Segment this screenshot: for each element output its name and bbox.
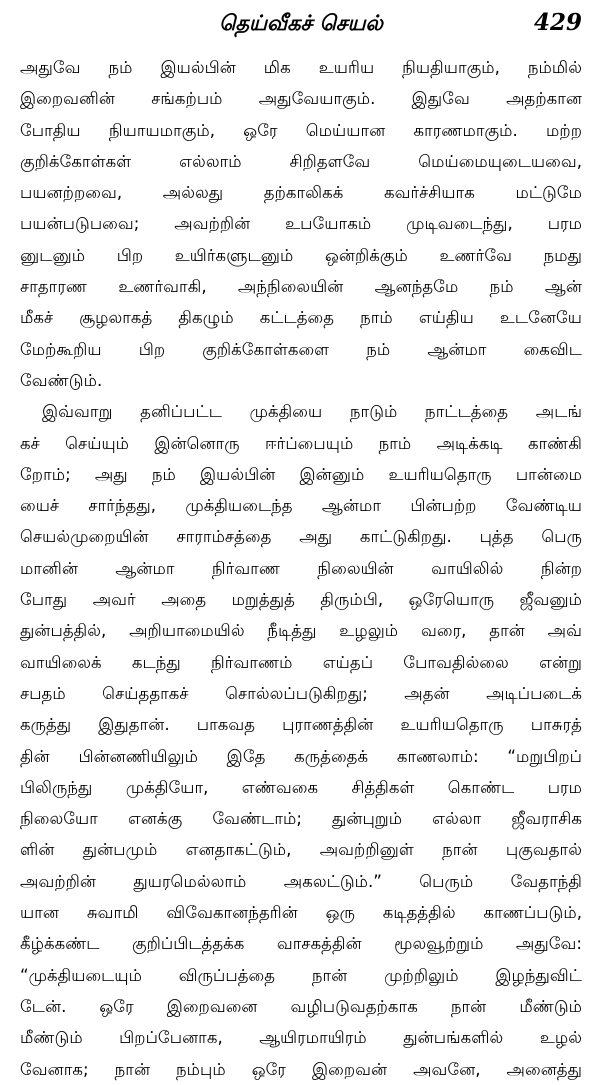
text-line: சாதாரண உணர்வாகி, அந்நிலையின் ஆனந்தமே நம் ஆன் (20, 277, 582, 297)
text-line: அதுவே நம் இயல்பின் மிக உயரிய நியதியாகும், நம்மில் (20, 58, 582, 77)
text-line: குறிக்கோள்கள் எல்லாம் சிறிதளவே மெய்மையுடையவை, (20, 151, 582, 171)
text-line: மேற்கூறிய பிற குறிக்கோள்களை நம் ஆன்மா கைவிட (20, 339, 582, 359)
text-line: மீண்டும் பிறப்பேனாக, ஆயிரமாயிரம் துன்பங்களில் உழல் (20, 1028, 582, 1048)
body-text (20, 52, 582, 1085)
text-line: செயல்முறையின் சாராம்சத்தை அது காட்டுகிறது. புத்த பெரு (20, 527, 582, 547)
text-line: கீழ்க்கண்ட குறிப்பிடத்தக்க வாசகத்தின் மூலவூற்றும் அதுவே: (20, 934, 582, 954)
text-line: தின் பின்னணியிலும் இதே கருத்தைக் காணலாம்: “மறுபிறப் (20, 746, 582, 766)
text-line: “முக்தியடையும் விருப்பத்தை நான் முற்றிலும் இழந்துவிட் (20, 965, 582, 985)
text-line: அவற்றின் துயரமெல்லாம் அகலட்டும்.” பெரும் வேதாந்தி (20, 871, 582, 891)
text-line: போது அவர் அதை மறுத்துத் திரும்பி, ஒரேயொரு ஜீவனும் (20, 590, 582, 610)
text-line: மானின் ஆன்மா நிர்வாண நிலையின் வாயிலில் நின்ற (20, 558, 582, 578)
paragraph-start-line: இவ்வாறு தனிப்பட்ட முக்தியை நாடும் நாட்டத்தை அடங் (42, 402, 582, 422)
text-line: வாயிலைக் கடந்து நிர்வாணம் எய்தப் போவதில்லை என்று (20, 652, 582, 672)
text-line: ளின் துன்பமும் எனதாகட்டும், அவற்றினுள் நான் புகுவதால் (20, 840, 582, 860)
text-line: துன்பத்தில், அறியாமையில் நீடித்து உழலும் வரை, தான் அவ் (20, 621, 582, 641)
text-line: நிலையோ எனக்கு வேண்டாம்; துன்புறும் எல்லா ஜீவராசிக (20, 809, 582, 829)
text-line: கச் செய்யும் இன்னொரு ஈர்ப்பையும் நாம் அடிக்கடி காண்கி (20, 433, 582, 453)
page-number: 429 (533, 9, 582, 36)
text-line: னுடனும் பிற உயிர்களுடனும் ஒன்றிக்கும் உணர்வே நமது (20, 245, 582, 265)
text-line: வேனாக; நான் நம்பும் ஒரே இறைவன் அவனே, அனைத்து (20, 1059, 582, 1079)
running-title: தெய்வீகச் செயல் (219, 11, 383, 35)
text-line: கருத்து இதுதான். பாகவத புராணத்தின் உயரியதொரு பாசுரத் (20, 715, 582, 735)
text-line: போதிய நியாயமாகும், ஒரே மெய்யான காரணமாகும். மற்ற (20, 120, 582, 140)
text-line: யான சுவாமி விவேகானந்தரின் ஒரு கடிதத்தில் காணப்படும், (20, 903, 582, 923)
text-line: றோம்; அது நம் இயல்பின் இன்னும் உயரியதொரு பான்மை (20, 464, 582, 484)
text-line: யைச் சார்ந்தது, முக்தியடைந்த ஆன்மா பின்பற்ற வேண்டிய (20, 496, 582, 516)
text-line: பயன்படுபவை; அவற்றின் உபயோகம் முடிவடைந்து, பரம (20, 214, 582, 234)
text-line: இறைவனின் சங்கற்பம் அதுவேயாகும். இதுவே அதற்கான (20, 89, 582, 109)
page-header (20, 8, 582, 44)
text-line: மீகச் சூழலாகத் திகழும் கட்டத்தை நாம் எய்திய உடனேயே (20, 308, 582, 328)
text-line: டேன். ஒரே இறைவனை வழிபடுவதற்காக நான் மீண்டும் (20, 996, 582, 1016)
text-line: வேண்டும். (20, 370, 103, 390)
text-line: பயனற்றவை, அல்லது தற்காலிகக் கவர்ச்சியாக மட்டுமே (20, 183, 582, 203)
text-line: பிலிருந்து முக்தியோ, எண்வகை சித்திகள் கொண்ட பரம (20, 777, 582, 797)
text-line: சபதம் செய்ததாகச் சொல்லப்படுகிறது; அதன் அடிப்படைக் (20, 683, 582, 703)
